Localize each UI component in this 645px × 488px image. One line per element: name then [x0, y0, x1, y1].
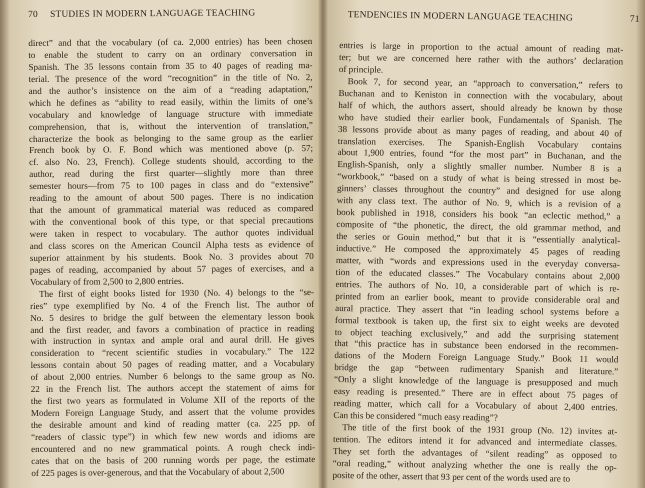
text-line: terial. The presence of the word “recognition” in the title of No. 2, [28, 71, 313, 84]
text-line: posite of the other, assert that 93 per cent of the words used are to [332, 469, 571, 484]
text-line: author, read during the first quarter—slightly more than three [29, 167, 314, 180]
text-line: and the author’s insistence on the aim of a “reading adaptation,” [28, 83, 313, 96]
text-line: ries” type exemplified by No. 4 of the French list. The author of [30, 298, 315, 311]
text-line: tion of the educated classes.” The Vocabulary contains about 2,000 [335, 266, 620, 282]
text-line: printed from an earlier book, meant to provide considerable oral and [335, 290, 620, 306]
text-line: which he defines as “ability to read easily, within the limits of one’s [28, 95, 313, 108]
text-line: the first two years as formulated in Volume XII of the reports of the [30, 394, 315, 407]
text-line: reading to the amount of about 500 pages. There is no indication [29, 191, 314, 204]
text-line: aural practice. They assert that “in leading school systems before a [335, 302, 620, 318]
text-line: with instruction in syntax and ample oral and aural drill. He gives [30, 334, 315, 347]
book-gutter [318, 0, 328, 488]
text-line: lessons contain about 50 pages of reading matter, and a Vocabulary [30, 358, 315, 371]
text-line: Book 7, for second year, an “approach to conversation,” refers to [347, 75, 623, 91]
text-line: of about 2,000 entries. Number 6 belongs to the same group as No. [30, 370, 315, 383]
text-line: of 225 pages is over-generous, and that the Vocabulary of about 2,500 [31, 465, 285, 478]
text-line: cf. also No. 23, French). College students should, according to the [29, 155, 314, 168]
text-line: that the amount of grammatical material was reduced as compared [29, 203, 314, 216]
page-number: 71 [629, 14, 640, 25]
text-line: French book by O. F. Bond which was mentioned above (p. 57; [29, 143, 314, 156]
text-line: 22 in the French list. The authors accept the statement of aims for [30, 382, 315, 395]
text-line: ter; but we are concerned here rather with the authors’ declaration [339, 51, 624, 67]
text-line: half of which, the authors assert, should already be known by those [338, 99, 623, 115]
text-line: The first of eight books listed for 1930 (No. 4) belongs to the “se- [39, 286, 315, 299]
text-line: No. 5 desires to bridge the gulf between the elementary lesson book [30, 310, 315, 323]
text-line: The title of the first book of the 1931 group (No. 12) invites at- [342, 422, 618, 437]
text-line: characterize the book as belonging to the same group as the earlier [28, 131, 313, 144]
text-line: formal textbook is taken up, the first six to eight weeks are devoted [334, 314, 620, 329]
text-line: 38 lessons provide about as many pages of reading, and about 40 of [337, 123, 623, 139]
text-line: vocabulary and knowledge of language structure with immediate [28, 107, 313, 120]
text-line: cates that on the basis of 200 running words per page, the estimate [31, 453, 316, 466]
text-line: direct” and that the vocabulary (of ca. 2,000 entries) has been chosen [28, 36, 313, 48]
right-page-text [332, 40, 623, 486]
text-line: consideration to “recent scientific studies in vocabulary.” The 122 [30, 346, 315, 359]
text-line: book published in 1918, considers his book “an eclectic method,” a [336, 207, 621, 222]
text-line: with the conventional book of this type, or that special precautions [29, 215, 314, 228]
text-line: “oral reading,” without analyzing whether the one is really the op- [332, 457, 617, 473]
text-line: the series or Gouin method,” but that it is “essentially analytical- [336, 230, 621, 246]
text-line: pages of reading, accompanied by about 57 pages of exercises, and a [29, 262, 314, 275]
text-line: “workbook,” “based on a study of what is being stressed in most be- [337, 171, 622, 186]
text-line: about 1,900 entries, found “for the most part” in Buchanan, and the [337, 147, 622, 162]
text-line: translation exercises. The Spanish-English Vocabulary contains [337, 135, 622, 150]
text-line: easy reading is presented.” There are in effect about 75 pages of [333, 386, 618, 401]
text-line: entries. The authors of No. 10, a considerable part of which is re- [335, 278, 620, 294]
text-line: Spanish. The 35 lessons contain from 35 to 40 pages of reading ma- [28, 59, 313, 72]
text-line: to object teaching exclusively,” and add the surprising statement [334, 326, 619, 341]
text-line: “readers of classic type”) in which few new words and idioms are [31, 429, 316, 442]
text-line: comprehension, that is, without the intervention of translation,” [28, 119, 313, 132]
text-line: and the first reader, and favors a combination of practice in reading [30, 322, 315, 335]
text-line: of principle. [338, 63, 384, 75]
text-line: who have studied their earlier book, Fundamentals of Spanish. The [338, 111, 623, 127]
text-line: Modern Foreign Language Study, and assert that the volume provides [30, 406, 315, 419]
text-line: were taken in respect to vocabulary. The author quotes individual [29, 227, 314, 239]
text-line: Can this be considered “much easy reading”? [333, 410, 498, 423]
running-head: TENDENCIES IN MODERN LANGUAGE TEACHING [347, 10, 573, 24]
text-line: They set forth the advantages of “silent reading” as opposed to [332, 445, 617, 461]
text-line: “Only a slight knowledge of the language is presupposed and much [333, 374, 619, 389]
right-page-header [340, 10, 640, 28]
right-page [332, 0, 640, 484]
text-line: semester hours—from 75 to 100 pages in class and do “extensive” [29, 179, 314, 192]
text-line: ginners’ classes throughout the country” and designed for use along [336, 183, 622, 198]
text-line: and class scores on the American Council Alpha tests as evidence of [29, 238, 314, 251]
text-line: inductive.” He composed the approximately 45 pages of reading [336, 242, 621, 258]
text-line: Buchanan and to Keniston in connection with the vocabulary, about [338, 87, 623, 103]
left-page-header [28, 8, 312, 24]
text-line: encountered and no new grammatical points. A rough check indi- [31, 441, 316, 454]
text-line: that “this practice has in substance been endorsed in the recommen- [334, 338, 619, 353]
left-page-text [28, 36, 315, 480]
text-line: composite of “the phonetic, the direct, the old grammar method, and [336, 219, 621, 234]
text-line: matter, with “words and expressions used in the everyday conversa- [335, 254, 620, 270]
text-line: tention. The editors intend it for advanced and intermediate classes. [333, 433, 618, 449]
page-number: 70 [28, 9, 38, 20]
text-line: to enable the student to carry on an ordinary conversation in [28, 47, 313, 60]
text-line: the desirable amount and kind of reading matter (ca. 225 pp. of [30, 418, 315, 430]
text-line: reading matter, which call for a Vocabulary of about 2,400 entries. [333, 398, 618, 413]
text-line: entries is large in proportion to the actual amount of reading mat- [339, 39, 624, 55]
text-line: dations of the Modern Foreign Language Study.” Book 11 would [334, 350, 619, 365]
text-line: Vocabulary of from 2,500 to 2,800 entries. [29, 275, 184, 287]
text-line: with any class text. The author of No. 9, which is a revision of a [336, 195, 621, 210]
text-line: superior attainment by his students. Book No. 3 provides about 70 [29, 250, 314, 263]
running-head: STUDIES IN MODERN LANGUAGE TEACHING [50, 8, 256, 20]
text-line: English-Spanish, only a slightly smaller number. Number 8 is a [337, 159, 622, 174]
text-line: bridge the gap “between rudimentary Spanish and literature.” [334, 362, 619, 377]
